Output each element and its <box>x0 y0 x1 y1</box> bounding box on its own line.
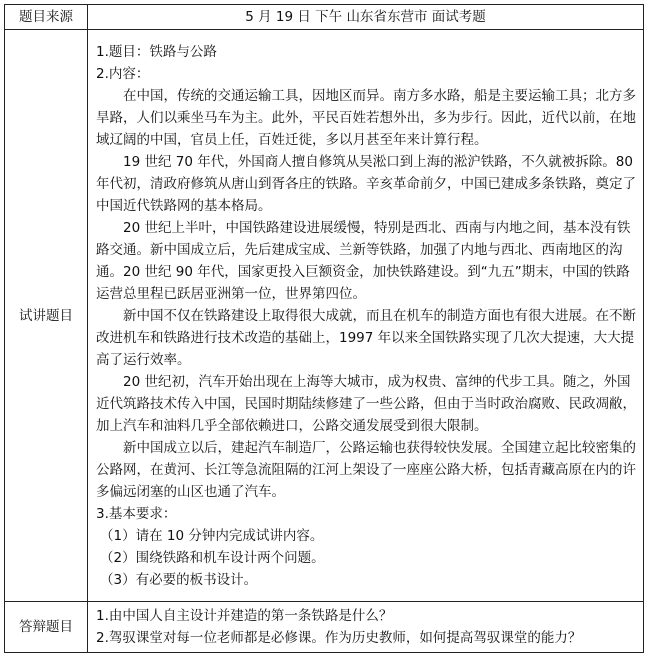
defense-question: 2.驾驭课堂对每一位老师都是必修课。作为历史教师，如何提高驾驭课堂的能力？ <box>96 630 582 646</box>
trial-label: 试讲题目 <box>5 30 88 602</box>
requirement-item: （2）围绕铁路和机车设计两个问题。 <box>100 550 325 566</box>
source-label: 题目来源 <box>5 5 88 30</box>
defense-label: 答辩题目 <box>5 602 88 653</box>
content-paragraph: 20 世纪上半叶，中国铁路建设进展缓慢，特别是西北、西南与内地之间，基本没有铁路交通。新中国成立后，先后建成宝成、兰新等铁路，加强了内地与西北、西南地区的沟通。20 世纪 90 年代，国家更投入巨额资金，加快铁路建设。到“九五”期末，中国的铁路运营总里程已跃居亚洲第一位，世界第四位。 <box>96 220 631 302</box>
source-row <box>5 5 644 30</box>
defense-question: 1.由中国人自主设计并建造的第一条铁路是什么？ <box>96 608 393 624</box>
requirements-heading: 3.基本要求： <box>96 506 177 522</box>
content-paragraph: 新中国不仅在铁路建设上取得很大成就，而且在机车的制造方面也有很大进展。在不断改进机车和铁路进行技术改造的基础上，1997 年以来全国铁路实现了几次大提速，大大提高了运行效率。 <box>96 308 636 368</box>
content-paragraph: 在中国，传统的交通运输工具，因地区而异。南方多水路，船是主要运输工具；北方多旱路，人们以乘坐马车为主。此外，平民百姓若想外出，多为步行。因此，近代以前，在地域辽阔的中国，官员上任，百姓迁徙，多以月甚至年来计算行程。 <box>96 88 636 148</box>
content-paragraph: 新中国成立以后，建起汽车制造厂，公路运输也获得较快发展。全国建立起比较密集的公路网，在黄河、长江等急流阻隔的江河上架设了一座座公路大桥，包括青藏高原在内的许多偏远闭塞的山区也通了汽车。 <box>96 440 636 500</box>
source-value: 5 月 19 日 下午 山东省东营市 面试考题 <box>88 5 644 30</box>
trial-content <box>88 30 644 602</box>
exam-table <box>4 4 644 653</box>
content-paragraph: 20 世纪初，汽车开始出现在上海等大城市，成为权贵、富绅的代步工具。随之，外国近代筑路技术传入中国，民国时期陆续修建了一些公路，但由于当时政治腐败、民政凋敝，加上汽车和油料几乎全部依赖进口，公路交通发展受到很大限制。 <box>96 374 636 434</box>
topic-line: 1.题目：铁路与公路 <box>96 44 217 60</box>
exam-document <box>4 4 644 646</box>
requirement-item: （1）请在 10 分钟内完成试讲内容。 <box>100 528 324 544</box>
content-paragraph: 19 世纪 70 年代，外国商人擅自修筑从吴淞口到上海的淞沪铁路，不久就被拆除。80 年代初，清政府修筑从唐山到胥各庄的铁路。辛亥革命前夕，中国已建成多条铁路，奠定了中国近代铁路网的基本格局。 <box>96 154 636 214</box>
requirement-item: （3）有必要的板书设计。 <box>100 572 258 588</box>
content-heading: 2.内容： <box>96 66 150 82</box>
trial-row <box>5 30 644 602</box>
